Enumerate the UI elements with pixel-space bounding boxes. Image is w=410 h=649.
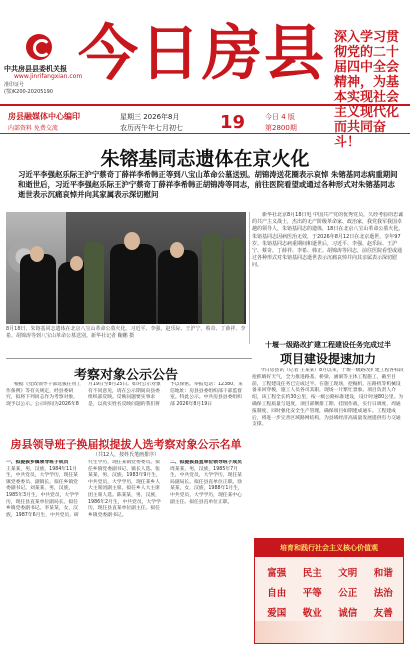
project-headline[interactable]: 项目建设提速加力 (279, 352, 376, 366)
value-word: 民主 (302, 568, 322, 579)
list-section-heading: 一、拟提拔乡镇领导班子成员 (6, 460, 69, 465)
news-photo[interactable] (6, 212, 246, 324)
page-count: 今日 4 版 (265, 113, 295, 121)
leader-figure (110, 244, 156, 324)
license-code (4, 82, 53, 96)
announcement-title[interactable]: 考察对象公示公告 (73, 368, 178, 383)
honor-guard-figure (202, 234, 222, 324)
value-word: 自由 (267, 588, 287, 599)
mourner-face (70, 256, 83, 271)
mourner-face (30, 246, 44, 262)
license-label: 准印证号 (4, 82, 25, 88)
honor-guard-figure (84, 242, 104, 324)
section-divider (6, 358, 252, 359)
publisher-note: 内部资料 免费交流 (8, 125, 58, 132)
slogan: 深入学习贯彻党的二十届四中全会精神，为基本实现社会主义现代化而共同奋斗！ (334, 30, 400, 150)
leader-face (124, 232, 140, 250)
cadre-list-title[interactable]: 房县领导班子换届拟提拔人选考察对象公示名单 (10, 438, 242, 451)
project-article-body: 今日房县讯（记者 王某某）8月以来，十堰一级路改扩建工程各标段抢抓晴好天气，全力推进路基、桥梁、涵洞等主体工程施工，截至目前，工程建设任务已完成过半。在施工现场，挖掘机、压路机等机械设备来回穿梭，施工人员各司其职，现场一片繁忙景象。项目负责人介绍，该工程全长约30公里，按一级公路标准建设，设计时速80公里。为确保工程质量与进度，项目部倒排工期、挂图作战，实行日调度、周通报制度，同时强化安全生产管理，确保项目如期建成通车。工程建成后，将进一步完善区域路网结构，为县域经济高质量发展提供有力交通支撑。 (252, 368, 404, 428)
main-subhead: 习近平李强赵乐际王沪宁蔡奇丁薛祥李希韩正等到八宝山革命公墓送别。胡锦涛送花圈表示哀悼 朱镕基同志病重期间和逝世后，习近平李强赵乐际王沪宁蔡奇丁薛祥李希韩正胡锦涛等同志，前往医院看望或通过各种形式对朱镕基同志逝世表示沉痛哀悼并向其家属表示深切慰问 (18, 170, 398, 199)
honor-guard-figure (224, 238, 244, 324)
attendee-face (170, 242, 184, 258)
newspaper-logo-icon (26, 34, 52, 60)
issue-number: 第2800期 (265, 124, 297, 132)
project-kicker: 十堰一级路改扩建工程建设任务完成过半 (265, 341, 391, 349)
cadre-list-subtitle: （共12人，按姓氏笔画排序） (92, 452, 160, 458)
core-values-grid (259, 565, 401, 619)
value-word: 爱国 (267, 608, 287, 619)
lunar-date: 农历丙午年七月初七 (120, 124, 183, 132)
value-word: 和谐 (373, 568, 393, 579)
website-link[interactable]: www.jinrifangxian.com (14, 73, 83, 80)
issue-day: 19 (220, 112, 246, 133)
org-name: 中共房县县委机关报 (4, 65, 67, 73)
list-section-text: 周某某，男，汉族，1985年7月生，中共党员，大学学历，现任某局副局长。拟任县直单位正职。徐某某，女，汉族，1988年1月生，中共党员，大学学历，现任某中心副主任。拟任县直单位正职。 (170, 466, 243, 505)
value-word: 公正 (338, 588, 358, 599)
photo-caption: 8月18日，朱镕基同志遗体在北京八宝山革命公墓火化。习近平、李强、赵乐际、王沪宁、蔡奇、丁薛祥、李希、胡锦涛等到八宝山革命公墓送别。新华社记者 鞠鹏 摄 (6, 326, 246, 339)
cadre-list-body (6, 460, 246, 645)
newspaper-title: 今日房县 (78, 19, 326, 89)
value-word: 诚信 (338, 608, 358, 619)
issue-date: 星期三 2026年8月 (120, 113, 180, 121)
attendee-figure (158, 250, 198, 324)
list-section-heading: 二、拟提拔县直单位领导班子成员 (170, 460, 242, 465)
announcement-body: 根据《党政领导干部选拔任用工作条例》等有关规定，经县委研究，拟将下列同志作为考察对象，现予以公示。公示时间为2026年8月19日至8月25日。如对公示对象有不同意见，请在公示期间向县委组织部反映。反映问题要实事求是，以真实姓名反映问题的我们将予以保密。举报电话：12380，来信地址：房县县委组织部干部监督室。特此公示。中共房县县委组织部 2026年8月19日 (6, 382, 243, 407)
value-word: 法治 (373, 588, 393, 599)
column-divider (249, 212, 250, 344)
issue-info-bar (0, 104, 410, 134)
mourner-figure (20, 254, 56, 324)
license-number: (鄂)K200-20205190 (4, 89, 53, 95)
core-values-title: 培育和践行社会主义核心价值观 (255, 539, 403, 557)
decorative-banner (255, 621, 403, 643)
value-word: 敬业 (302, 608, 322, 619)
value-word: 友善 (373, 608, 393, 619)
list-section-text: 王某某，男，汉族，1984年11月生，中共党员，大学学历，现任某镇党委委员、副镇长。拟任乡镇党委副书记。刘某某，男，汉族，1985年3月生，中共党员，大学学历，现任县直某单位副局长。拟任乡镇党委副书记。李某某，女，汉族，1987年6月生，中共党员，研究生学历，现任某镇党委委员。拟任乡镇党委副书记、镇长人选。张某某，男，汉族，1983年9月生，中共党员，大学学历，现任某乡人大主席团副主席。拟任乡人大主席团主席人选。陈某某，男，汉族，1986年2月生，中共党员，大学学历，现任县直某单位副主任。拟任乡镇党委副书记。 (6, 460, 161, 518)
value-word: 文明 (338, 568, 358, 579)
publisher-name: 房县融媒体中心编印 (8, 112, 80, 121)
value-word: 富强 (267, 568, 287, 579)
lead-article-body: 新华社北京8月18日电 中国共产党的优秀党员，久经考验的忠诚的共产主义战士，杰出的无产阶级革命家、政治家，我党我军我国卓越的领导人，朱镕基同志的遗体，18日在北京八宝山革命公墓火化。朱镕基同志因病医治无效，于2026年8月12日在北京逝世，享年97岁。朱镕基同志病重期间和逝世后，习近平、李强、赵乐际、王沪宁、蔡奇、丁薛祥、李希、韩正、胡锦涛等同志，前往医院看望或通过各种形式对朱镕基同志逝世表示沉痛哀悼并向其亲属表示深切慰问。 (252, 212, 404, 269)
core-values-box (254, 538, 404, 644)
value-word: 平等 (302, 588, 322, 599)
main-headline[interactable]: 朱镕基同志遗体在京火化 (100, 148, 310, 170)
